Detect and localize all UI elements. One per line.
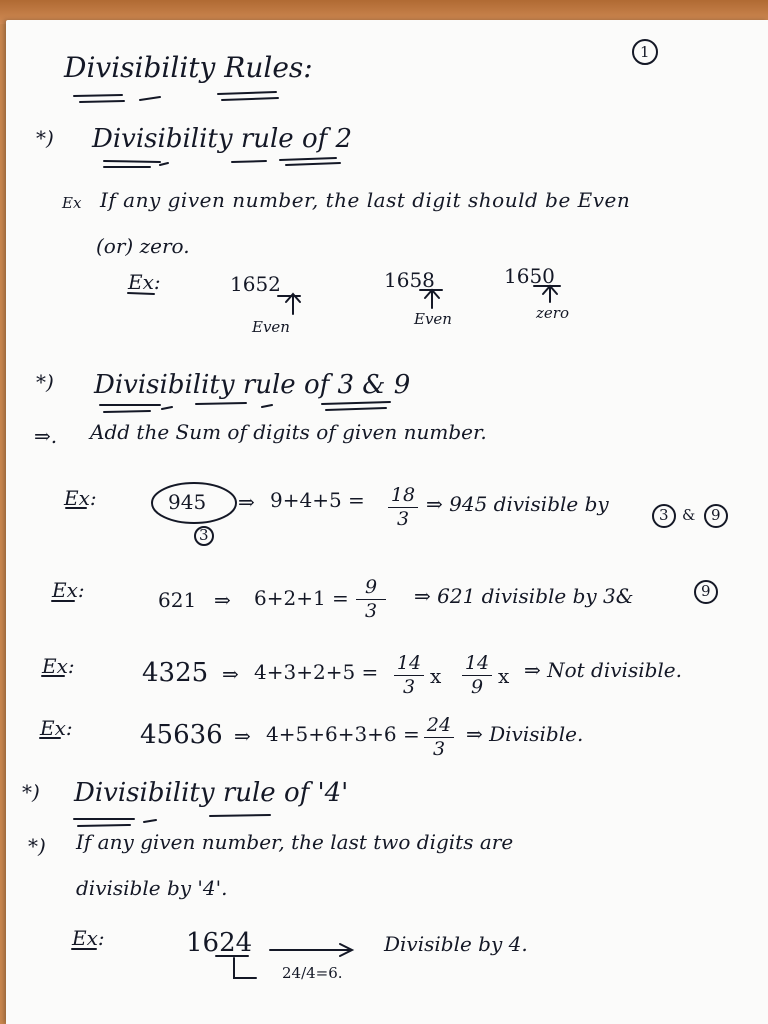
fraction-14-9: [462, 654, 492, 697]
fraction-denominator: 3: [432, 738, 446, 760]
rule4-underline: [74, 815, 270, 826]
sum-945: 9+4+5 =: [270, 488, 365, 512]
sum-45636: 4+5+6+3+6 =: [266, 722, 420, 746]
result-621: ⇒ 621 divisible by 3&: [414, 584, 634, 608]
circled-9-621: 9: [701, 582, 711, 600]
page-number: 1: [640, 43, 650, 61]
rule2-heading: Divisibility rule of 2: [92, 124, 353, 154]
fraction-9-3: [356, 578, 386, 621]
fraction-numerator: 14: [464, 652, 490, 674]
title-underline: [74, 92, 278, 102]
bullet-rule4-text: *): [28, 834, 46, 858]
arrow-1650: [543, 286, 557, 302]
arrow-945: ⇒: [238, 490, 255, 514]
circle-note-3: 3: [199, 526, 209, 544]
circled-9: 9: [711, 506, 721, 524]
rule4-example-label: Ex:: [72, 926, 105, 950]
fraction-numerator: 9: [364, 576, 378, 598]
result-4325: ⇒ Not divisible.: [524, 658, 682, 682]
number-1624: 1624: [186, 928, 253, 958]
cross-mark-2: x: [498, 664, 510, 688]
fraction-numerator: 24: [426, 714, 452, 736]
example-number-1650: 1650: [504, 264, 555, 288]
hook-1624: [234, 958, 256, 978]
page-title: Divisibility Rules:: [64, 51, 313, 84]
bullet-rule39: *): [36, 370, 54, 394]
and-symbol: &: [682, 506, 696, 524]
example-number-1652: 1652: [230, 272, 281, 296]
bullet-rule4: *): [22, 780, 40, 804]
example-note-even-1: Even: [252, 318, 290, 336]
number-45636: 45636: [140, 720, 223, 750]
example-number-1658: 1658: [384, 268, 435, 292]
fraction-numerator: 14: [396, 652, 422, 674]
result-1624: Divisible by 4.: [384, 932, 528, 956]
fraction-denominator: 3: [402, 676, 416, 698]
arrow-1658: [425, 290, 439, 308]
ex-label-4325: Ex:: [42, 654, 75, 678]
calc-24-by-4: 24/4=6.: [282, 964, 343, 982]
rule39-arrow: ⇒.: [34, 424, 58, 448]
rule2-text-line1: If any given number, the last digit should be Even: [100, 188, 631, 212]
rule2-example-label: Ex:: [128, 270, 161, 294]
number-945: 945: [168, 490, 207, 514]
rule4-heading: Divisibility rule of '4': [74, 778, 349, 808]
rule2-marker: Ex: [62, 194, 82, 212]
rule2-text-line2: (or) zero.: [96, 234, 190, 258]
cross-mark-1: x: [430, 664, 442, 688]
arrow-line-1624: [270, 944, 352, 956]
rule39-underline: [100, 402, 390, 412]
circled-3: 3: [659, 506, 669, 524]
result-945: ⇒ 945 divisible by: [426, 492, 609, 516]
arrow-45636: ⇒: [234, 724, 251, 748]
example-note-zero: zero: [536, 304, 569, 322]
bullet-rule2: *): [36, 126, 54, 150]
fraction-numerator: 18: [390, 484, 416, 506]
result-45636: ⇒ Divisible.: [466, 722, 584, 746]
rule39-text: Add the Sum of digits of given number.: [90, 420, 487, 444]
fraction-denominator: 9: [470, 676, 484, 698]
arrow-621: ⇒: [214, 588, 231, 612]
fraction-denominator: 3: [396, 508, 410, 530]
sum-4325: 4+3+2+5 =: [254, 660, 379, 684]
fraction-18-3: [388, 486, 418, 529]
number-4325: 4325: [142, 658, 209, 688]
fraction-denominator: 3: [364, 600, 378, 622]
fraction-24-3: [424, 716, 454, 759]
ex-label-945: Ex:: [64, 486, 97, 510]
fraction-14-3: [394, 654, 424, 697]
rule4-text-line1: If any given number, the last two digits are: [76, 830, 514, 854]
rule2-underline: [104, 158, 340, 167]
rule39-heading: Divisibility rule of 3 & 9: [94, 370, 411, 400]
example-note-even-2: Even: [414, 310, 452, 328]
ex-label-621: Ex:: [52, 578, 85, 602]
ex-label-45636: Ex:: [40, 716, 73, 740]
arrow-4325: ⇒: [222, 662, 239, 686]
sum-621: 6+2+1 =: [254, 586, 349, 610]
number-621: 621: [158, 588, 197, 612]
rule4-text-line2: divisible by '4'.: [76, 876, 228, 900]
